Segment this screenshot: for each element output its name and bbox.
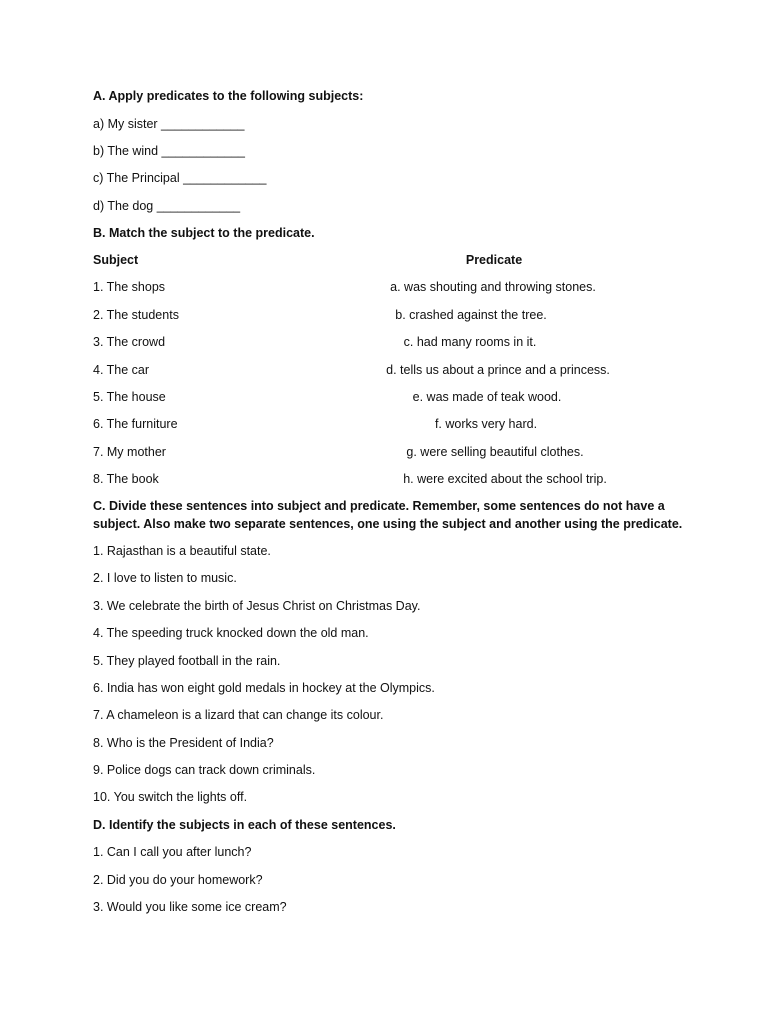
section-c-item: 10. You switch the lights off. <box>93 790 248 804</box>
predicate-item: e. was made of teak wood. <box>412 390 562 404</box>
subject-item: 2. The students <box>93 308 179 322</box>
predicate-item: a. was shouting and throwing stones. <box>390 280 596 294</box>
section-a-item: c) The Principal ____________ <box>93 171 267 185</box>
predicate-item: f. works very hard. <box>434 417 538 431</box>
section-c-item: 6. India has won eight gold medals in hockey at the Olympics. <box>93 681 435 695</box>
predicate-item: g. were selling beautiful clothes. <box>406 445 584 459</box>
section-a-item: b) The wind ____________ <box>93 144 245 158</box>
section-d-heading: D. Identify the subjects in each of these sentences. <box>93 818 396 832</box>
subject-item: 5. The house <box>93 390 166 404</box>
section-d-item: 2. Did you do your homework? <box>93 873 263 887</box>
section-c-item: 5. They played football in the rain. <box>93 654 281 668</box>
predicate-item: d. tells us about a prince and a princess. <box>386 363 610 377</box>
predicate-item: h. were excited about the school trip. <box>403 472 607 486</box>
predicate-item: b. crashed against the tree. <box>395 308 547 322</box>
section-a-item: a) My sister ____________ <box>93 117 245 131</box>
section-c-item: 7. A chameleon is a lizard that can change its colour. <box>93 708 384 722</box>
section-d-item: 3. Would you like some ice cream? <box>93 900 287 914</box>
section-b-heading: B. Match the subject to the predicate. <box>93 226 315 240</box>
section-d-item: 1. Can I call you after lunch? <box>93 845 252 859</box>
subject-column-header: Subject <box>93 253 139 267</box>
section-c-item: 4. The speeding truck knocked down the old man. <box>93 626 369 640</box>
section-c-item: 3. We celebrate the birth of Jesus Christ on Christmas Day. <box>93 599 421 613</box>
section-a-heading: A. Apply predicates to the following subjects: <box>93 89 364 103</box>
section-c-heading: C. Divide these sentences into subject and predicate. Remember, some sentences do not have a subject. Also make two separate sentences, one using the subject and another using the predicate. <box>93 499 683 531</box>
predicate-column-header: Predicate <box>465 253 523 267</box>
section-c-item: 9. Police dogs can track down criminals. <box>93 763 316 777</box>
subject-item: 3. The crowd <box>93 335 166 349</box>
subject-item: 8. The book <box>93 472 159 486</box>
predicate-item: c. had many rooms in it. <box>403 335 537 349</box>
subject-item: 4. The car <box>93 363 150 377</box>
section-a-item: d) The dog ____________ <box>93 199 241 213</box>
section-c-item: 8. Who is the President of India? <box>93 736 274 750</box>
section-c-item: 1. Rajasthan is a beautiful state. <box>93 544 271 558</box>
subject-item: 1. The shops <box>93 280 166 294</box>
subject-item: 6. The furniture <box>93 417 178 431</box>
section-c-item: 2. I love to listen to music. <box>93 571 237 585</box>
subject-item: 7. My mother <box>93 445 166 459</box>
